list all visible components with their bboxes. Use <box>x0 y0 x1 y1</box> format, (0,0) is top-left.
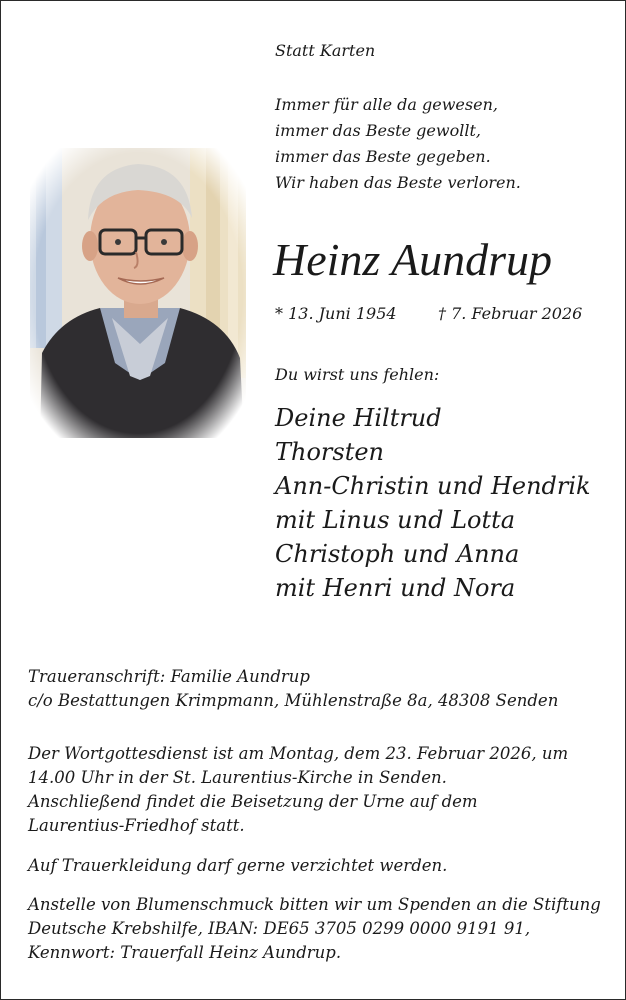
header-statt-karten: Statt Karten <box>275 41 376 60</box>
service-line: Anschließend findet die Beisetzung der Urne auf dem <box>28 792 478 811</box>
portrait-illustration <box>30 148 246 438</box>
family-member: Deine Hiltrud <box>275 404 442 432</box>
family-member: mit Henri und Nora <box>275 574 516 602</box>
poem-line: immer das Beste gewollt, <box>275 121 481 140</box>
deceased-name: Heinz Aundrup <box>273 234 552 285</box>
birth-date: * 13. Juni 1954 <box>275 304 397 323</box>
portrait-photo <box>30 148 246 438</box>
service-line: Laurentius-Friedhof statt. <box>28 816 245 835</box>
donation-line: Anstelle von Blumenschmuck bitten wir um Spenden an die Stiftung <box>28 895 601 914</box>
family-member: mit Linus und Lotta <box>275 506 516 534</box>
dress-code-note: Auf Trauerkleidung darf gerne verzichtet werden. <box>28 856 448 875</box>
donation-line: Deutsche Krebshilfe, IBAN: DE65 3705 0299 0000 9191 91, <box>28 919 531 938</box>
service-line: 14.00 Uhr in der St. Laurentius-Kirche in Senden. <box>28 768 447 787</box>
poem-line: Immer für alle da gewesen, <box>275 95 498 114</box>
address-line: Traueranschrift: Familie Aundrup <box>28 667 310 686</box>
death-date: † 7. Februar 2026 <box>438 304 583 323</box>
family-member: Ann-Christin und Hendrik <box>275 472 591 500</box>
poem-line: Wir haben das Beste verloren. <box>275 173 521 192</box>
donation-line: Kennwort: Trauerfall Heinz Aundrup. <box>28 943 342 962</box>
poem-line: immer das Beste gegeben. <box>275 147 491 166</box>
missing-line: Du wirst uns fehlen: <box>275 365 440 384</box>
address-line: c/o Bestattungen Krimpmann, Mühlenstraße 8a, 48308 Senden <box>28 691 559 710</box>
family-member: Christoph und Anna <box>275 540 520 568</box>
family-member: Thorsten <box>275 438 385 466</box>
service-line: Der Wortgottesdienst ist am Montag, dem 23. Februar 2026, um <box>28 744 569 763</box>
